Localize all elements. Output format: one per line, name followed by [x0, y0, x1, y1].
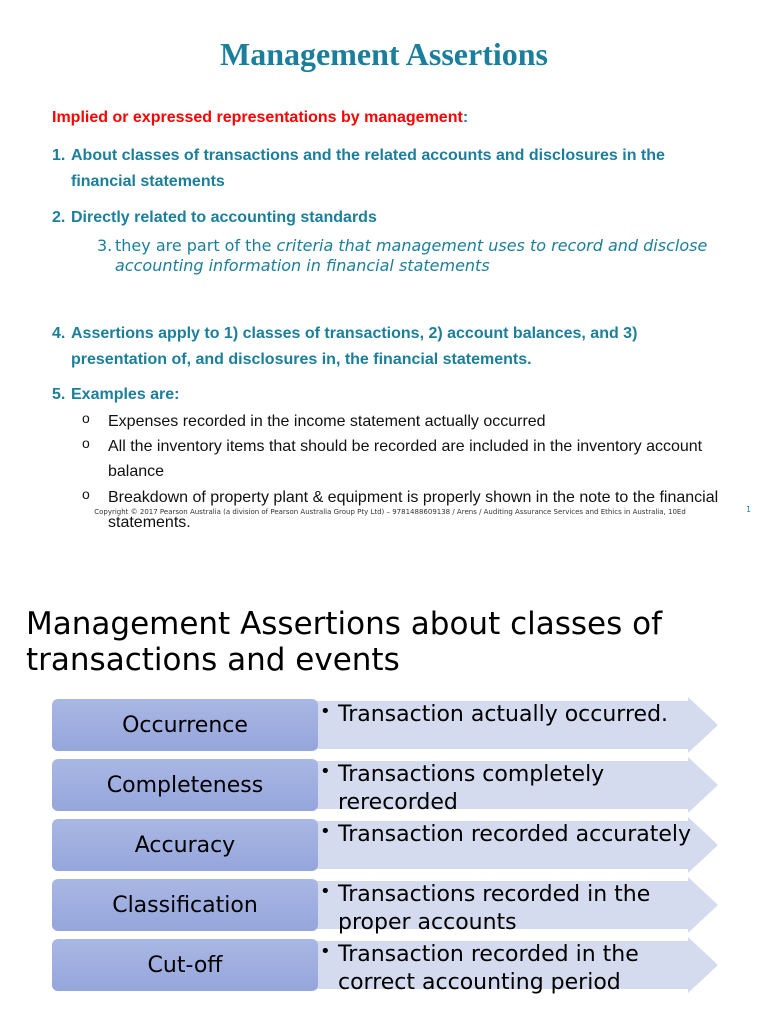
copyright-footer: Copyright © 2017 Pearson Australia (a division of Pearson Australia Group Pty Ltd) – 9781488609138 / Arens / Auditing Assurance Services and Ethics in Australia, 10Ed [94, 508, 686, 516]
list-number: 2. [52, 209, 66, 226]
list-item-5 [52, 382, 732, 408]
bullet-icon: • [320, 941, 331, 962]
assertion-row [0, 697, 768, 753]
description-text: Transaction actually occurred. [338, 702, 669, 727]
example-item [80, 409, 720, 434]
bullet-icon: • [320, 821, 331, 842]
list-number: 5. [52, 386, 66, 403]
example-text: All the inventory items that should be recorded are included in the inventory account balance [108, 438, 703, 480]
description-text: Transaction recorded in the correct accounting period [338, 942, 639, 995]
intro-colon: : [462, 109, 469, 126]
list-text-italic: criteria that management uses to record and disclose accounting information in financial statements [115, 236, 708, 275]
assertion-label: Classification [52, 879, 318, 931]
list-text: they are part of the [115, 236, 277, 255]
page-number: 1 [746, 505, 752, 514]
description-text: Transactions completely rerecorded [338, 762, 605, 815]
assertion-row [0, 817, 768, 873]
assertion-label: Occurrence [52, 699, 318, 751]
description-text: Transaction recorded accurately [338, 822, 692, 847]
assertion-description [318, 701, 708, 729]
slide-title: Management Assertions about classes of transactions and events [26, 606, 662, 678]
assertion-description [318, 761, 708, 817]
example-text: Expenses recorded in the income statement actually occurred [108, 413, 546, 430]
bullet-icon: • [320, 701, 331, 722]
assertion-row [0, 877, 768, 933]
assertion-label: Accuracy [52, 819, 318, 871]
list-number: 3. [97, 236, 113, 255]
intro-label: Implied or expressed representations by management [52, 109, 463, 126]
assertion-label: Cut-off [52, 939, 318, 991]
description-text: Transactions recorded in the proper accounts [338, 882, 651, 935]
example-text: Breakdown of property plant & equipment is properly shown in the note to the financial statements. [108, 489, 719, 531]
assertion-row [0, 757, 768, 813]
intro-text [52, 109, 468, 127]
example-item [80, 434, 720, 484]
assertion-description [318, 821, 708, 849]
list-text: Examples are: [71, 386, 180, 403]
assertion-label: Completeness [52, 759, 318, 811]
assertion-row [0, 937, 768, 993]
bullet-icon: • [320, 761, 331, 782]
list-item-4 [52, 321, 732, 373]
list-text: Assertions apply to 1) classes of transactions, 2) account balances, and 3) presentation of, and disclosures in, the financial statements. [71, 325, 638, 368]
assertion-description [318, 881, 708, 937]
list-item-1 [52, 143, 732, 195]
bullet-circle-icon: o [82, 410, 90, 426]
list-number: 1. [52, 147, 66, 164]
list-text: Directly related to accounting standards [71, 209, 377, 226]
list-number: 4. [52, 325, 66, 342]
bullet-circle-icon: o [82, 486, 90, 502]
bullet-circle-icon: o [82, 435, 90, 451]
bullet-icon: • [320, 881, 331, 902]
list-item-2 [52, 205, 732, 231]
slide-title: Management Assertions [220, 36, 548, 72]
list-item-3 [97, 236, 717, 276]
assertion-description [318, 941, 708, 997]
list-text: About classes of transactions and the related accounts and disclosures in the financial statements [71, 147, 665, 190]
